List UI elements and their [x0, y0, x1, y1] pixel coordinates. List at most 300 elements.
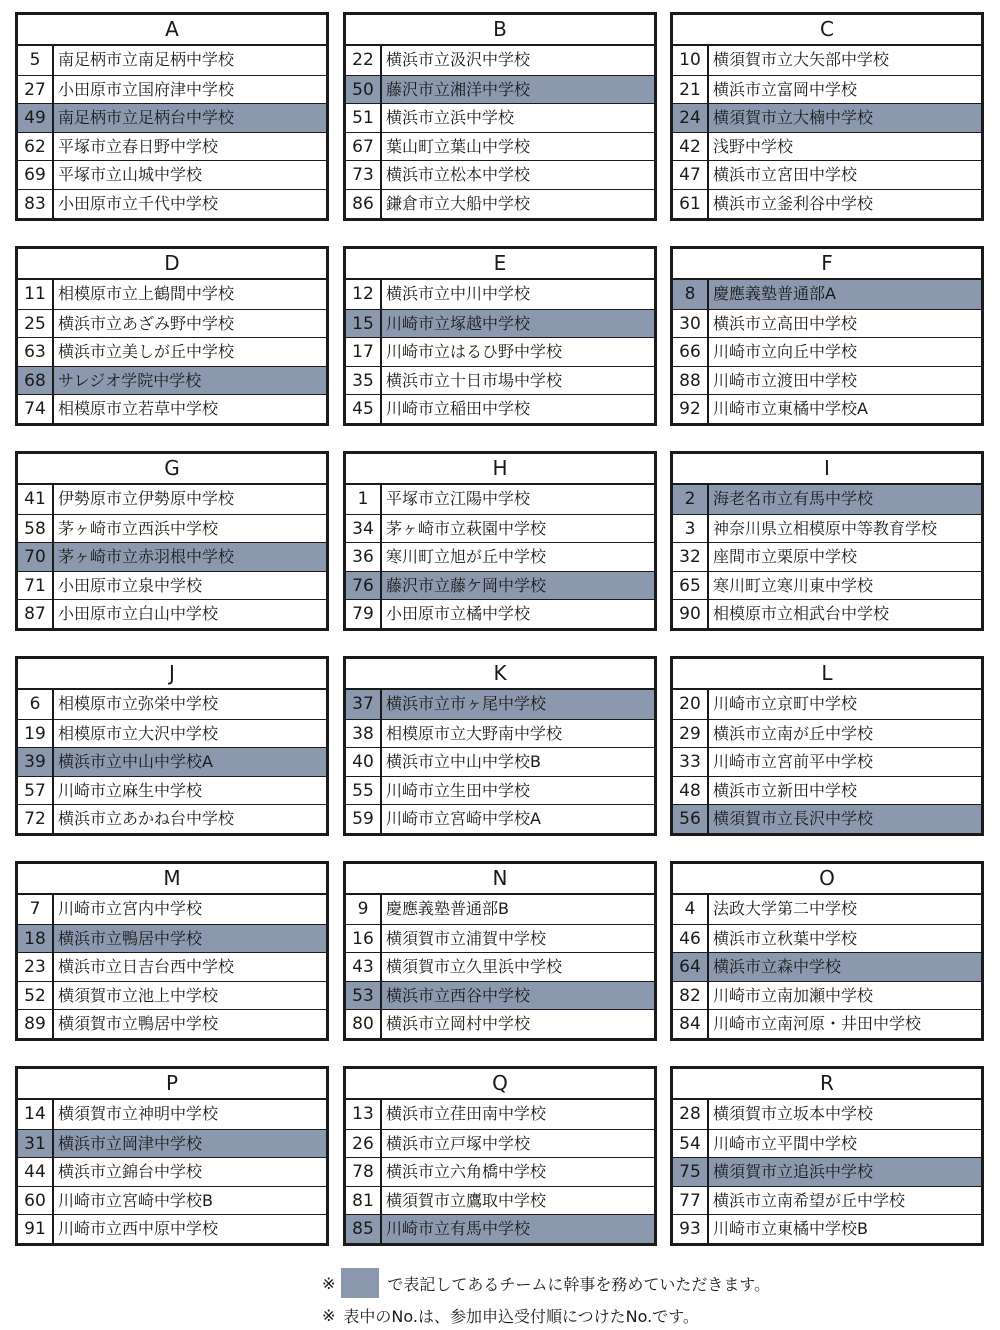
team-number: 71 [18, 572, 54, 600]
team-number: 91 [18, 1215, 54, 1243]
team-row-host [346, 981, 654, 1010]
team-row [18, 571, 326, 600]
team-number: 12 [346, 280, 382, 309]
team-name: 川崎市立はるひ野中学校 [386, 342, 563, 362]
group-header: I [673, 454, 981, 485]
group-header: G [18, 454, 326, 485]
team-name: 横浜市立富岡中学校 [713, 79, 858, 99]
team-name: 横浜市立日吉台西中学校 [58, 957, 235, 977]
team-name: 川崎市立稲田中学校 [386, 399, 531, 419]
team-number: 14 [18, 1100, 54, 1129]
group-q-table [343, 1066, 657, 1246]
group-k-table [343, 656, 657, 836]
team-name: サレジオ学院中学校 [58, 370, 202, 390]
team-name: 横浜市立中山中学校A [58, 752, 213, 772]
team-number: 61 [673, 190, 709, 218]
team-row [346, 189, 654, 218]
team-name: 浅野中学校 [713, 136, 794, 156]
team-row [346, 1129, 654, 1158]
team-number: 65 [673, 572, 709, 600]
group-f-table [670, 246, 984, 426]
team-number: 17 [346, 338, 382, 366]
group-header: B [346, 15, 654, 46]
team-row [346, 485, 654, 514]
group-header: K [346, 659, 654, 690]
team-number: 58 [18, 515, 54, 543]
team-name: 鎌倉市立大船中学校 [386, 193, 531, 213]
footnote-number [322, 1302, 699, 1328]
group-l-table [670, 656, 984, 836]
team-number: 9 [346, 895, 382, 924]
team-name: 横浜市立鴨居中学校 [58, 928, 203, 948]
team-row [673, 747, 981, 776]
team-row [18, 75, 326, 104]
team-row [673, 189, 981, 218]
team-number: 2 [673, 485, 709, 514]
team-name: 横浜市立戸塚中学校 [386, 1133, 531, 1153]
team-name: 横浜市立荏田南中学校 [386, 1104, 547, 1123]
team-number: 80 [346, 1010, 382, 1038]
team-row-host [18, 366, 326, 395]
team-row [673, 46, 981, 75]
team-name: 横浜市立宮田中学校 [713, 165, 858, 185]
team-row-host [18, 747, 326, 776]
group-header: E [346, 249, 654, 280]
team-number: 42 [673, 133, 709, 161]
group-d-table [15, 246, 329, 426]
team-row [18, 952, 326, 981]
team-name: 川崎市立平間中学校 [713, 1133, 858, 1153]
team-number: 73 [346, 161, 382, 189]
team-name: 横浜市立釜利谷中学校 [713, 193, 874, 213]
team-name: 横浜市立森中学校 [713, 957, 842, 977]
team-number: 78 [346, 1158, 382, 1186]
footnote-mark: ※ [322, 1305, 336, 1325]
team-name: 川崎市立京町中学校 [713, 694, 858, 713]
team-name: 小田原市立千代中学校 [58, 193, 219, 213]
team-row [346, 1157, 654, 1186]
team-number: 92 [673, 395, 709, 423]
team-row [346, 804, 654, 833]
team-name: 横浜市立岡津中学校 [58, 1133, 203, 1153]
team-name: 平塚市立山城中学校 [58, 165, 203, 185]
team-number: 81 [346, 1187, 382, 1215]
group-header: N [346, 864, 654, 895]
team-number: 11 [18, 280, 54, 309]
group-h-table [343, 451, 657, 631]
team-number: 32 [673, 543, 709, 571]
team-name: 寒川町立寒川東中学校 [713, 575, 874, 595]
team-number: 87 [18, 600, 54, 628]
team-row-host [346, 690, 654, 719]
team-row [18, 132, 326, 161]
team-name: 横浜市立南希望が丘中学校 [713, 1190, 906, 1210]
team-name: 小田原市立泉中学校 [58, 575, 203, 595]
team-name: 横浜市立松本中学校 [386, 165, 531, 185]
team-row [673, 776, 981, 805]
team-number: 54 [673, 1130, 709, 1158]
team-row-host [673, 804, 981, 833]
team-number: 55 [346, 777, 382, 805]
team-row [673, 1100, 981, 1129]
team-name: 横須賀市立坂本中学校 [713, 1104, 874, 1123]
team-name: 横浜市立あざみ野中学校 [58, 313, 235, 333]
team-number: 67 [346, 133, 382, 161]
team-number: 59 [346, 805, 382, 833]
team-row [346, 952, 654, 981]
team-name: 横浜市立秋葉中学校 [713, 928, 858, 948]
team-row [18, 309, 326, 338]
team-row [346, 542, 654, 571]
team-row [346, 160, 654, 189]
team-row [673, 160, 981, 189]
team-number: 64 [673, 953, 709, 981]
team-row [18, 1100, 326, 1129]
team-name: 川崎市立南河原・井田中学校 [713, 1014, 922, 1034]
team-row [346, 924, 654, 953]
team-row [18, 189, 326, 218]
team-name: 川崎市立宮崎中学校B [58, 1190, 213, 1210]
team-number: 93 [673, 1215, 709, 1243]
team-number: 90 [673, 600, 709, 628]
team-row [673, 394, 981, 423]
team-row [673, 599, 981, 628]
team-number: 62 [18, 133, 54, 161]
team-number: 27 [18, 76, 54, 104]
team-number: 10 [673, 46, 709, 75]
team-number: 24 [673, 104, 709, 132]
team-number: 7 [18, 895, 54, 924]
team-number: 38 [346, 720, 382, 748]
team-number: 44 [18, 1158, 54, 1186]
team-name: 相模原市立相武台中学校 [713, 604, 890, 624]
team-number: 35 [346, 367, 382, 395]
team-name: 横須賀市立久里浜中学校 [386, 957, 563, 977]
group-header: O [673, 864, 981, 895]
team-row [18, 280, 326, 309]
team-number: 34 [346, 515, 382, 543]
team-number: 26 [346, 1130, 382, 1158]
team-name: 川崎市立西中原中学校 [58, 1219, 219, 1239]
team-name: 藤沢市立藤ケ岡中学校 [386, 575, 547, 595]
team-number: 69 [18, 161, 54, 189]
group-header: J [18, 659, 326, 690]
team-name: 葉山町立葉山中学校 [386, 136, 531, 156]
team-name: 川崎市立東橘中学校A [713, 399, 868, 419]
team-name: 横浜市立六角橋中学校 [386, 1162, 547, 1182]
team-name: 南足柄市立足柄台中学校 [58, 108, 235, 128]
team-number: 20 [673, 690, 709, 719]
team-row [346, 895, 654, 924]
team-number: 75 [673, 1158, 709, 1186]
team-row [346, 1100, 654, 1129]
footnote-text: で表記してあるチームに幹事を務めていただきます。 [387, 1274, 771, 1294]
group-header: Q [346, 1069, 654, 1100]
team-number: 89 [18, 1010, 54, 1038]
group-header: P [18, 1069, 326, 1100]
team-row [18, 1214, 326, 1243]
team-number: 79 [346, 600, 382, 628]
group-header: R [673, 1069, 981, 1100]
group-j-table [15, 656, 329, 836]
team-name: 海老名市立有馬中学校 [713, 489, 874, 508]
team-number: 29 [673, 720, 709, 748]
team-number: 45 [346, 395, 382, 423]
team-name: 川崎市立向丘中学校 [713, 342, 858, 362]
group-o-table [670, 861, 984, 1041]
team-row [346, 103, 654, 132]
team-number: 48 [673, 777, 709, 805]
team-number: 3 [673, 515, 709, 543]
team-name: 相模原市立弥栄中学校 [58, 694, 219, 713]
team-row [673, 132, 981, 161]
team-row [673, 542, 981, 571]
team-row [673, 1214, 981, 1243]
group-a-table [15, 12, 329, 221]
team-row [18, 160, 326, 189]
team-name: 川崎市立渡田中学校 [713, 370, 858, 390]
group-c-table [670, 12, 984, 221]
group-header: M [18, 864, 326, 895]
team-name: 横浜市立十日市場中学校 [386, 370, 563, 390]
team-number: 84 [673, 1010, 709, 1038]
team-number: 15 [346, 310, 382, 338]
team-number: 23 [18, 953, 54, 981]
team-name: 川崎市立宮前平中学校 [713, 752, 874, 772]
team-number: 86 [346, 190, 382, 218]
footnote-mark: ※ [322, 1273, 336, 1293]
team-row-host [18, 103, 326, 132]
team-name: 横浜市立あかね台中学校 [58, 809, 235, 829]
group-header: A [18, 15, 326, 46]
team-row [673, 924, 981, 953]
group-n-table [343, 861, 657, 1041]
team-number: 85 [346, 1215, 382, 1243]
team-number: 70 [18, 543, 54, 571]
group-g-table [15, 451, 329, 631]
team-row [346, 776, 654, 805]
team-row-host [18, 542, 326, 571]
team-row [346, 599, 654, 628]
team-name: 慶應義塾普通部B [386, 899, 509, 918]
team-row [18, 895, 326, 924]
team-row [18, 981, 326, 1010]
team-name: 横須賀市立池上中学校 [58, 985, 219, 1005]
team-row [18, 46, 326, 75]
team-row [18, 1157, 326, 1186]
team-row [673, 1186, 981, 1215]
team-number: 52 [18, 982, 54, 1010]
team-name: 横須賀市立大矢部中学校 [713, 50, 890, 69]
team-name: 横須賀市立鴨居中学校 [58, 1014, 219, 1034]
team-row-host [673, 1157, 981, 1186]
team-row [346, 337, 654, 366]
team-row [18, 1186, 326, 1215]
team-name: 小田原市立白山中学校 [58, 604, 219, 624]
group-header: H [346, 454, 654, 485]
team-name: 横浜市立新田中学校 [713, 780, 858, 800]
team-number: 66 [673, 338, 709, 366]
team-row-host [673, 952, 981, 981]
team-row [673, 1129, 981, 1158]
team-number: 83 [18, 190, 54, 218]
team-name: 横須賀市立追浜中学校 [713, 1162, 874, 1182]
group-m-table [15, 861, 329, 1041]
team-number: 47 [673, 161, 709, 189]
team-number: 74 [18, 395, 54, 423]
team-number: 21 [673, 76, 709, 104]
team-number: 41 [18, 485, 54, 514]
team-number: 76 [346, 572, 382, 600]
team-number: 25 [18, 310, 54, 338]
group-p-table [15, 1066, 329, 1246]
team-row [346, 1009, 654, 1038]
team-row [673, 514, 981, 543]
team-name: 神奈川県立相模原中等教育学校 [713, 518, 938, 538]
team-name: 川崎市立生田中学校 [386, 780, 531, 800]
team-name: 茅ヶ崎市立赤羽根中学校 [58, 547, 235, 567]
team-row [18, 337, 326, 366]
team-row [18, 1009, 326, 1038]
team-name: 横浜市立高田中学校 [713, 313, 858, 333]
team-number: 13 [346, 1100, 382, 1129]
team-number: 28 [673, 1100, 709, 1129]
team-name: 平塚市立春日野中学校 [58, 136, 219, 156]
team-row [18, 804, 326, 833]
group-i-table [670, 451, 984, 631]
team-row-host [18, 924, 326, 953]
team-row-host [346, 75, 654, 104]
team-number: 50 [346, 76, 382, 104]
team-name: 川崎市立塚越中学校 [386, 313, 531, 333]
group-header: F [673, 249, 981, 280]
team-row [346, 719, 654, 748]
team-number: 39 [18, 748, 54, 776]
team-number: 56 [673, 805, 709, 833]
team-number: 88 [673, 367, 709, 395]
team-number: 68 [18, 367, 54, 395]
team-row [346, 514, 654, 543]
team-row [673, 571, 981, 600]
team-name: 慶應義塾普通部A [713, 284, 836, 303]
team-number: 4 [673, 895, 709, 924]
team-row [18, 485, 326, 514]
team-row [673, 366, 981, 395]
team-name: 川崎市立麻生中学校 [58, 780, 203, 800]
team-row [18, 599, 326, 628]
footnote-text: 表中のNo.は、参加申込受付順につけたNo.です。 [343, 1306, 699, 1326]
team-row-host [673, 485, 981, 514]
team-name: 横浜市立岡村中学校 [386, 1014, 531, 1034]
team-row [673, 337, 981, 366]
team-number: 36 [346, 543, 382, 571]
team-name: 川崎市立東橘中学校B [713, 1219, 868, 1239]
team-number: 8 [673, 280, 709, 309]
team-row [673, 895, 981, 924]
team-row [346, 366, 654, 395]
team-number: 30 [673, 310, 709, 338]
team-row-host [673, 103, 981, 132]
team-row [673, 981, 981, 1010]
team-number: 16 [346, 925, 382, 953]
team-name: 藤沢市立湘洋中学校 [386, 79, 531, 99]
team-number: 77 [673, 1187, 709, 1215]
team-number: 57 [18, 777, 54, 805]
team-row [673, 1009, 981, 1038]
team-row [18, 690, 326, 719]
team-name: 相模原市立上鶴間中学校 [58, 284, 235, 303]
team-name: 相模原市立大沢中学校 [58, 723, 219, 743]
team-name: 南足柄市立南足柄中学校 [58, 50, 235, 69]
team-name: 横須賀市立鷹取中学校 [386, 1190, 547, 1210]
team-name: 横浜市立美しが丘中学校 [58, 342, 235, 362]
team-number: 5 [18, 46, 54, 75]
team-number: 19 [18, 720, 54, 748]
team-number: 37 [346, 690, 382, 719]
team-number: 60 [18, 1187, 54, 1215]
team-name: 横浜市立中川中学校 [386, 284, 531, 303]
team-row-host [346, 309, 654, 338]
team-name: 川崎市立有馬中学校 [386, 1219, 531, 1239]
team-row [673, 309, 981, 338]
team-number: 33 [673, 748, 709, 776]
team-row-host [346, 1214, 654, 1243]
team-row [346, 747, 654, 776]
team-number: 22 [346, 46, 382, 75]
team-row [18, 394, 326, 423]
team-name: 横須賀市立神明中学校 [58, 1104, 219, 1123]
highlight-swatch [341, 1268, 379, 1298]
team-number: 82 [673, 982, 709, 1010]
team-row-host [346, 571, 654, 600]
group-r-table [670, 1066, 984, 1246]
team-name: 座間市立栗原中学校 [713, 547, 858, 567]
team-name: 川崎市立宮崎中学校A [386, 809, 541, 829]
footnotes [0, 1262, 1000, 1330]
team-name: 川崎市立南加瀬中学校 [713, 985, 874, 1005]
team-number: 43 [346, 953, 382, 981]
team-row [346, 1186, 654, 1215]
team-name: 横浜市立西谷中学校 [386, 985, 531, 1005]
team-name: 平塚市立江陽中学校 [386, 489, 531, 508]
team-name: 横須賀市立長沢中学校 [713, 809, 874, 829]
group-e-table [343, 246, 657, 426]
group-header: D [18, 249, 326, 280]
team-number: 6 [18, 690, 54, 719]
team-number: 49 [18, 104, 54, 132]
team-name: 伊勢原市立伊勢原中学校 [58, 489, 235, 508]
team-name: 横浜市立南が丘中学校 [713, 723, 874, 743]
team-name: 法政大学第二中学校 [713, 899, 858, 918]
team-name: 寒川町立旭が丘中学校 [386, 547, 547, 567]
team-row [18, 514, 326, 543]
group-header: L [673, 659, 981, 690]
team-name: 横浜市立浜中学校 [386, 108, 515, 128]
team-row [18, 776, 326, 805]
team-row [673, 690, 981, 719]
team-name: 相模原市立若草中学校 [58, 399, 219, 419]
team-row [18, 719, 326, 748]
team-name: 横須賀市立浦賀中学校 [386, 928, 547, 948]
team-row [346, 132, 654, 161]
team-number: 53 [346, 982, 382, 1010]
team-number: 18 [18, 925, 54, 953]
team-number: 46 [673, 925, 709, 953]
team-name: 小田原市立国府津中学校 [58, 79, 235, 99]
group-b-table [343, 12, 657, 221]
team-number: 72 [18, 805, 54, 833]
team-row [346, 280, 654, 309]
